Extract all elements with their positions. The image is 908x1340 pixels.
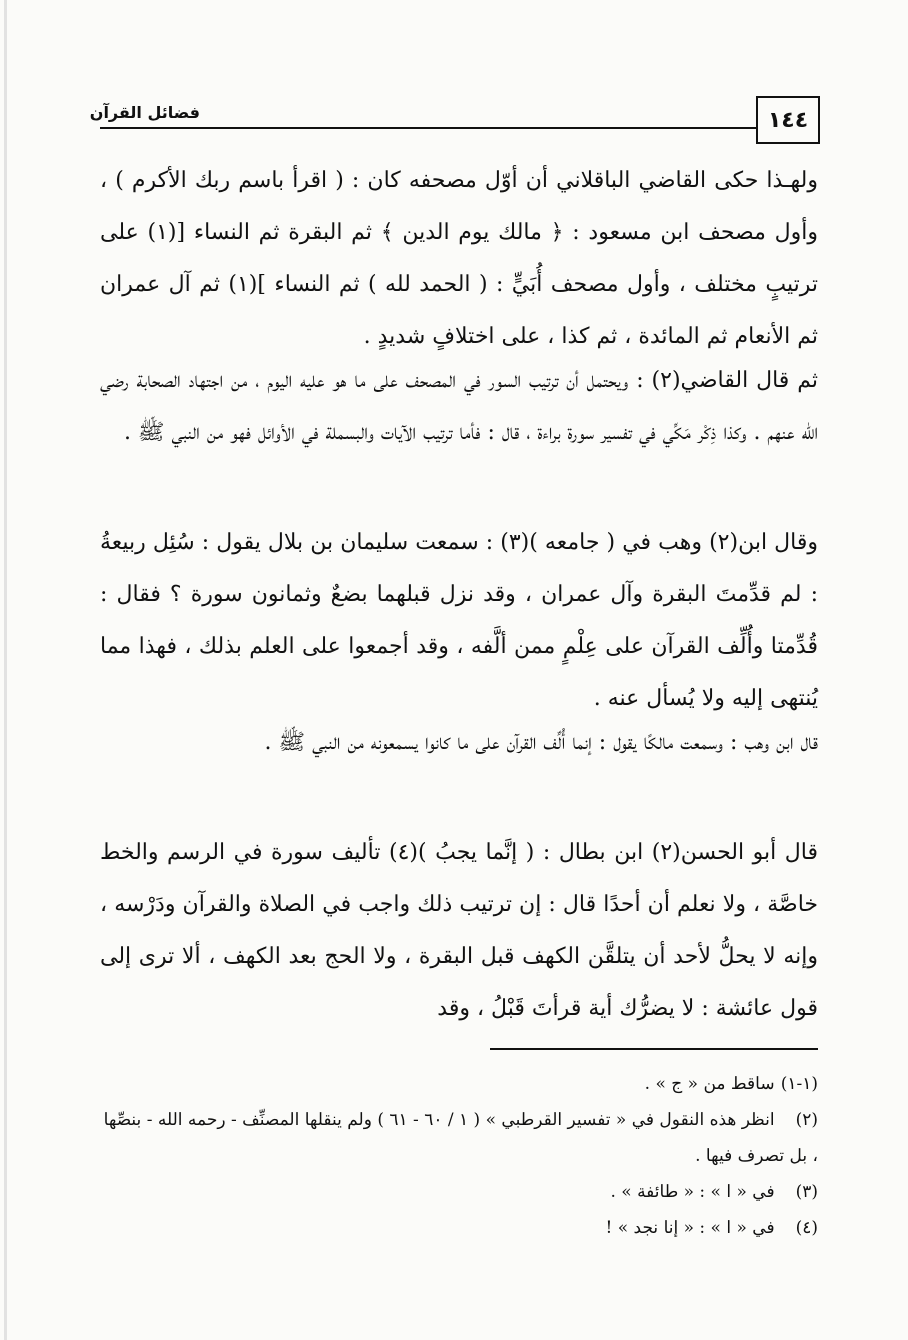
footnote-number: (١-١) bbox=[780, 1074, 818, 1094]
paragraph-4: قال ابن وهب : وسمعت مالكًا يقول : إنما أُلِّف القرآن على ما كانوا يسمعونه من النبي ﷺ . bbox=[264, 730, 818, 755]
paragraph-5: قال أبو الحسن(٢) ابن بطال : ( إنَّما يجبُ )(٤) تأليف سورة في الرسم والخط خاصَّة ، ولا نعلم أن أحدًا قال : إن ترتيب ذلك واجب في الصلاة والقرآن ودَرْسه ، وإنه لا يحلُّ لأحد أن يتلقَّن الكهف قبل البقرة ، ولا الحج بعد الكهف ، ألا ترى إلى قول عائشة : لا يضرُّك أية قرأتَ قَبْلُ ، وقد bbox=[100, 840, 818, 1021]
header-rule bbox=[100, 127, 756, 129]
page-edge bbox=[4, 0, 7, 1340]
paragraph-3: وقال ابن(٢) وهب في ( جامعه )(٣) : سمعت سليمان بن بلال يقول : سُئِل ربيعةُ : لم قدِّمتَ البقرة وآل عمران ، وقد نزل قبلهما بضعٌ وثمانون سورة ؟ فقال : قُدِّمتا وأُلِّف القرآن على عِلْمٍ ممن ألَّفه ، وقد أجمعوا على العلم بذلك ، فهذا مما يُنتهى إليه ولا يُسأل عنه . bbox=[100, 530, 818, 711]
footnote-text: انظر هذه النقول في « تفسير القرطبي » ( ١ / ٦٠ - ٦١ ) ولم ينقلها المصنِّف - رحمه الله - بنصِّها ، بل تصرف فيها . bbox=[103, 1110, 818, 1166]
footnote-text: في « ا » : « إنا نجد » ! bbox=[605, 1218, 775, 1238]
footnote-number: (٢) bbox=[795, 1110, 818, 1130]
footnote-3 bbox=[100, 1174, 818, 1210]
running-header-title: فضائل القرآن bbox=[89, 103, 200, 122]
paragraph-2: ثم قال القاضي(٢) : ويحتمل أن ترتيب السور في المصحف على ما هو عليه اليوم ، من اجتهاد الصحابة رضي الله عنهم . وكذا ذِكْر مَكِّي في تفسير سورة براءة ، قال : فأما ترتيب الآيات والبسملة في الأوائل فهو من النبي ﷺ . bbox=[100, 368, 818, 445]
footnote-separator bbox=[490, 1048, 818, 1050]
footnote-text: في « ا » : « طائفة » . bbox=[610, 1182, 775, 1202]
footnote-number: (٣) bbox=[795, 1182, 818, 1202]
footnotes bbox=[100, 1066, 818, 1246]
page-number-box: ١٤٤ bbox=[756, 96, 820, 144]
footnote-number: (٤) bbox=[795, 1218, 818, 1238]
footnote-text: ساقط من « ج » . bbox=[644, 1074, 775, 1094]
paragraph-1: ولهـذا حكى القاضي الباقلاني أن أوّل مصحفه كان : ( اقرأ باسم ربك الأكرم ) ، وأول مصحف ابن مسعود : ﴿ مالك يوم الدين ﴾ ثم البقرة ثم النساء [(١) على ترتيبٍ مختلف ، وأول مصحف أُبَيٍّ : ( الحمد لله ) ثم النساء ](١) ثم آل عمران ثم الأنعام ثم المائدة ، ثم كذا ، على اختلافٍ شديدٍ . bbox=[100, 168, 818, 349]
footnote-1 bbox=[100, 1066, 818, 1102]
footnote-2 bbox=[100, 1102, 818, 1174]
footnote-4 bbox=[100, 1210, 818, 1246]
